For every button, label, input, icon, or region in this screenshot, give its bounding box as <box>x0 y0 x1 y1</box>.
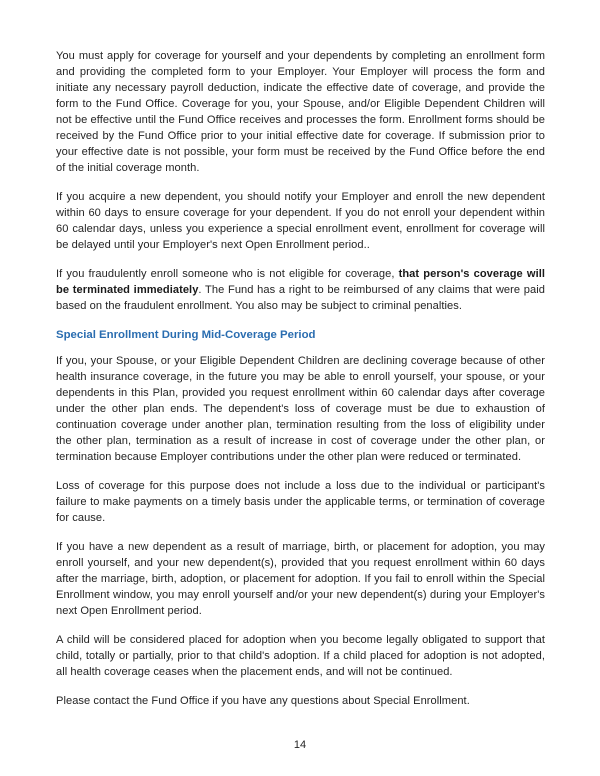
paragraph-fraudulent-enrollment <box>56 266 545 314</box>
paragraph-loss-of-coverage-definition: Loss of coverage for this purpose does not include a loss due to the individual or participant's failure to make payments on a timely basis under the applicable terms, or termination of coverage for cause. <box>56 480 545 524</box>
heading-special-enrollment-mid-coverage: Special Enrollment During Mid-Coverage Period <box>56 329 316 341</box>
fraud-text-emphasis: that person's coverage will be terminated immediately <box>56 268 545 296</box>
paragraph-child-placed-for-adoption: A child will be considered placed for adoption when you become legally obligated to support that child, totally or partially, prior to that child's adoption. If a child placed for adoption is not adopted, all health coverage ceases when the placement ends, and will not be continued. <box>56 634 545 678</box>
paragraph-enrollment-form: You must apply for coverage for yourself and your dependents by completing an enrollment form and providing the completed form to your Employer. Your Employer will process the form and initiate any necessary payroll deduction, indicate the effective date of coverage, and provide the form to the Fund Office. Coverage for you, your Spouse, and/or Eligible Dependent Children will not be effective until the Fund Office receives and processes the form. Enrollment forms should be received by the Fund Office prior to your initial effective date for coverage. If submission prior to your effective date is not possible, your form must be received by the Fund Office before the end of the initial coverage month. <box>56 50 545 174</box>
heading-wrapper <box>56 327 545 343</box>
page-content <box>56 48 545 709</box>
paragraph-contact-fund-office: Please contact the Fund Office if you have any questions about Special Enrollment. <box>56 695 470 707</box>
fraud-text-lead: If you fraudulently enroll someone who is not eligible for coverage, <box>56 268 399 280</box>
page-number: 14 <box>293 739 307 751</box>
paragraph-new-dependent: If you acquire a new dependent, you should notify your Employer and enroll the new dependent within 60 days to ensure coverage for your dependent. If you do not enroll your dependent within 60 calendar days, unless you experience a special enrollment event, enrollment for coverage will be delayed until your Employer's next Open Enrollment period.. <box>56 191 545 251</box>
fraud-text-tail: . The Fund has a right to be reimbursed of any claims that were paid based on the fraudulent enrollment. You also may be subject to criminal penalties. <box>56 284 545 312</box>
paragraph-new-dependent-marriage-birth-adoption: If you have a new dependent as a result of marriage, birth, or placement for adoption, you may enroll yourself, and your new dependent(s), provided that you request enrollment within 60 days after the marriage, birth, adoption, or placement for adoption. If you fail to enroll within the Special Enrollment window, you may enroll yourself and/or your new dependent(s) during your Employer's next Open Enrollment period. <box>56 541 545 617</box>
paragraph-declining-coverage: If you, your Spouse, or your Eligible Dependent Children are declining coverage because of other health insurance coverage, in the future you may be able to enroll yourself, your spouse, or your dependents in this Plan, provided you request enrollment within 60 calendar days after coverage under the other plan ends. The dependent's loss of coverage must be due to exhaustion of continuation coverage under another plan, termination resulting from the loss of eligibility under the other plan, termination as a result of increase in cost of coverage under the other plan, or termination because Employer contributions under the other plan were reduced or terminated. <box>56 355 545 463</box>
